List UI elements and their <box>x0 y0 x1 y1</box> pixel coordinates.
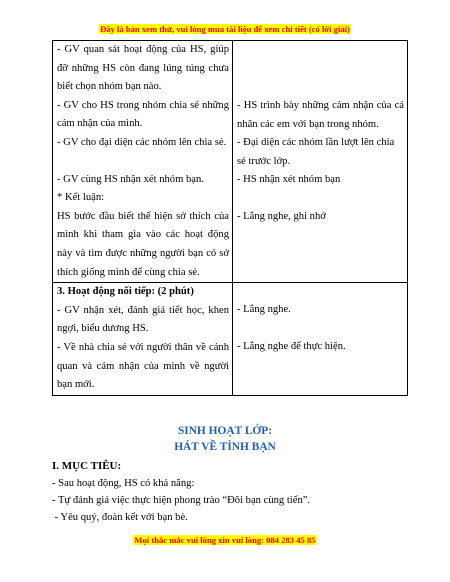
table-row <box>53 41 408 283</box>
teacher-step: - GV cho đại diện các nhóm lên chia sẻ. <box>57 136 227 148</box>
activity-title: 3. Hoạt động nối tiếp: (2 phút) <box>57 286 194 298</box>
student-step: - Đại diện các nhóm lần lượt lên chia sẻ trước lớp. <box>237 137 395 167</box>
bottom-banner <box>0 535 450 546</box>
top-banner <box>0 24 450 35</box>
student-step: - HS nhận xét nhóm bạn <box>237 174 341 186</box>
student-step: - Lắng nghe. <box>237 304 291 316</box>
teacher-activities-cell <box>53 283 233 396</box>
teacher-step: - GV cùng HS nhận xét nhóm bạn. <box>57 173 204 185</box>
top-banner-text: Đây là bản xem thử, vui lòng mua tài liệu để xem chi tiết (có lời giải) <box>100 24 350 34</box>
teacher-step: - GV quan sát hoạt động của HS, giúp đỡ những HS còn đang lúng túng chưa biết chọn nhóm bạn nào. <box>57 44 229 93</box>
student-activities-cell <box>233 41 408 283</box>
teacher-step: - Về nhà chia sẻ với người thân về cảnh quan và cảm nhận của mình về người bạn mới. <box>57 341 229 391</box>
lesson-table <box>52 40 408 396</box>
objective-line: - Sau hoạt động, HS có khả năng: <box>52 478 195 489</box>
conclusion-text: HS bước đầu biết thể hiện sở thích của mình khi tham gia vào các hoạt động này và tìm được những người bạn có sở thích giống mình để cùng chia sẻ. <box>57 210 229 278</box>
teacher-activities-cell <box>53 41 233 283</box>
section-title: SINH HOẠT LỚP: <box>177 425 273 437</box>
objective-line: - Tự đánh giá việc thực hiện phong trào “Đôi bạn cùng tiến”. <box>52 495 311 506</box>
teacher-step: - GV nhận xét, đánh giá tiết học, khen ngợi, biểu dương HS. <box>57 304 229 335</box>
objectives-heading: I. MỤC TIÊU: <box>52 460 122 472</box>
objective-line: - Yêu quý, đoàn kết với bạn bè. <box>52 512 188 523</box>
student-step: - Lắng nghe, ghi nhớ <box>237 210 326 222</box>
student-step: - Lắng nghe để thực hiện. <box>237 340 346 352</box>
conclusion-label: * Kết luận: <box>57 192 105 204</box>
table-row <box>53 283 408 396</box>
bottom-banner-text: Mọi thắc mắc vui lòng xin vui lòng: 084 283 45 85 <box>134 535 316 545</box>
section-subtitle: HÁT VỀ TÌNH BẠN <box>174 441 276 453</box>
teacher-step: - GV cho HS trong nhóm chia sẻ những cảm nhận của mình. <box>57 99 229 130</box>
student-step: - HS trình bày những cảm nhận của cá nhân các em với bạn trong nhóm. <box>237 100 404 130</box>
student-activities-cell <box>233 283 408 396</box>
